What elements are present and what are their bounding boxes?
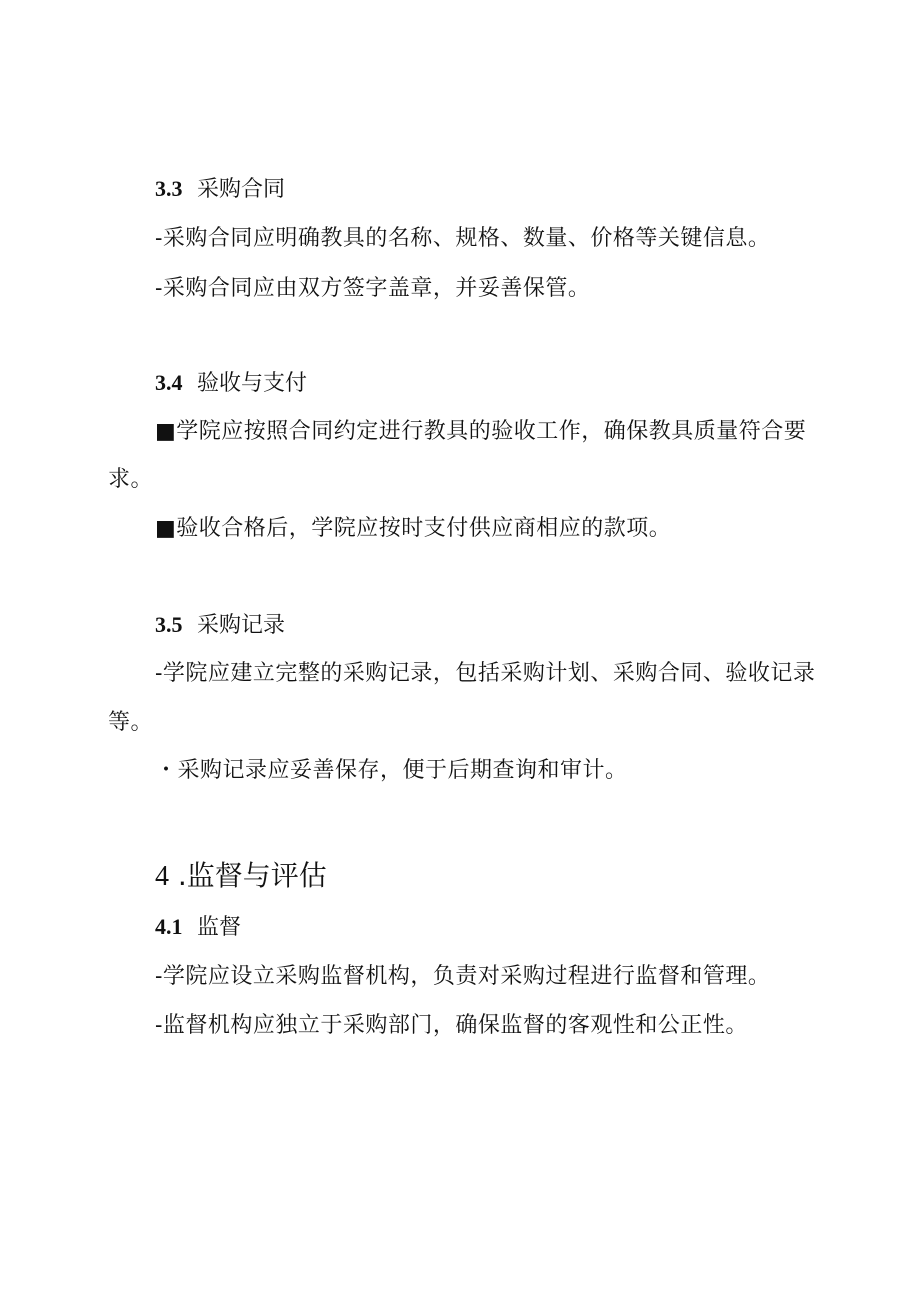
paragraph: -采购合同应明确教具的名称、规格、数量、价格等关键信息。: [155, 226, 771, 251]
section-heading-3-5: [155, 610, 285, 641]
section-heading-3-3: [155, 174, 285, 205]
chapter-heading-4: [155, 858, 327, 895]
paragraph: -学院应建立完整的采购记录，包括采购计划、采购合同、验收记录: [155, 661, 816, 686]
section-title: 验收与支付: [197, 371, 308, 396]
section-number: 4.1: [155, 914, 183, 939]
paragraph-continuation: 求。: [108, 467, 154, 492]
paragraph: ・采购记录应妥善保存，便于后期查询和审计。: [155, 758, 628, 783]
section-title: 采购合同: [197, 177, 286, 202]
paragraph: -学院应设立采购监督机构，负责对采购过程进行监督和管理。: [155, 964, 771, 989]
paragraph: ■学院应按照合同约定进行教具的验收工作，确保教具质量符合要: [155, 419, 807, 444]
section-number: 3.5: [155, 612, 183, 637]
section-number: 3.4: [155, 370, 183, 395]
paragraph: -采购合同应由双方签字盖章，并妥善保管。: [155, 276, 591, 301]
paragraph: -监督机构应独立于采购部门，确保监督的客观性和公正性。: [155, 1013, 748, 1038]
paragraph: ■验收合格后，学院应按时支付供应商相应的款项。: [155, 516, 672, 541]
section-heading-3-4: [155, 368, 307, 399]
section-title: 监督: [197, 915, 242, 940]
section-number: 3.3: [155, 176, 183, 201]
chapter-title: .监督与评估: [177, 859, 327, 892]
chapter-number: 4: [155, 861, 169, 892]
paragraph-continuation: 等。: [108, 710, 154, 735]
section-heading-4-1: [155, 912, 241, 943]
section-title: 采购记录: [197, 613, 286, 638]
